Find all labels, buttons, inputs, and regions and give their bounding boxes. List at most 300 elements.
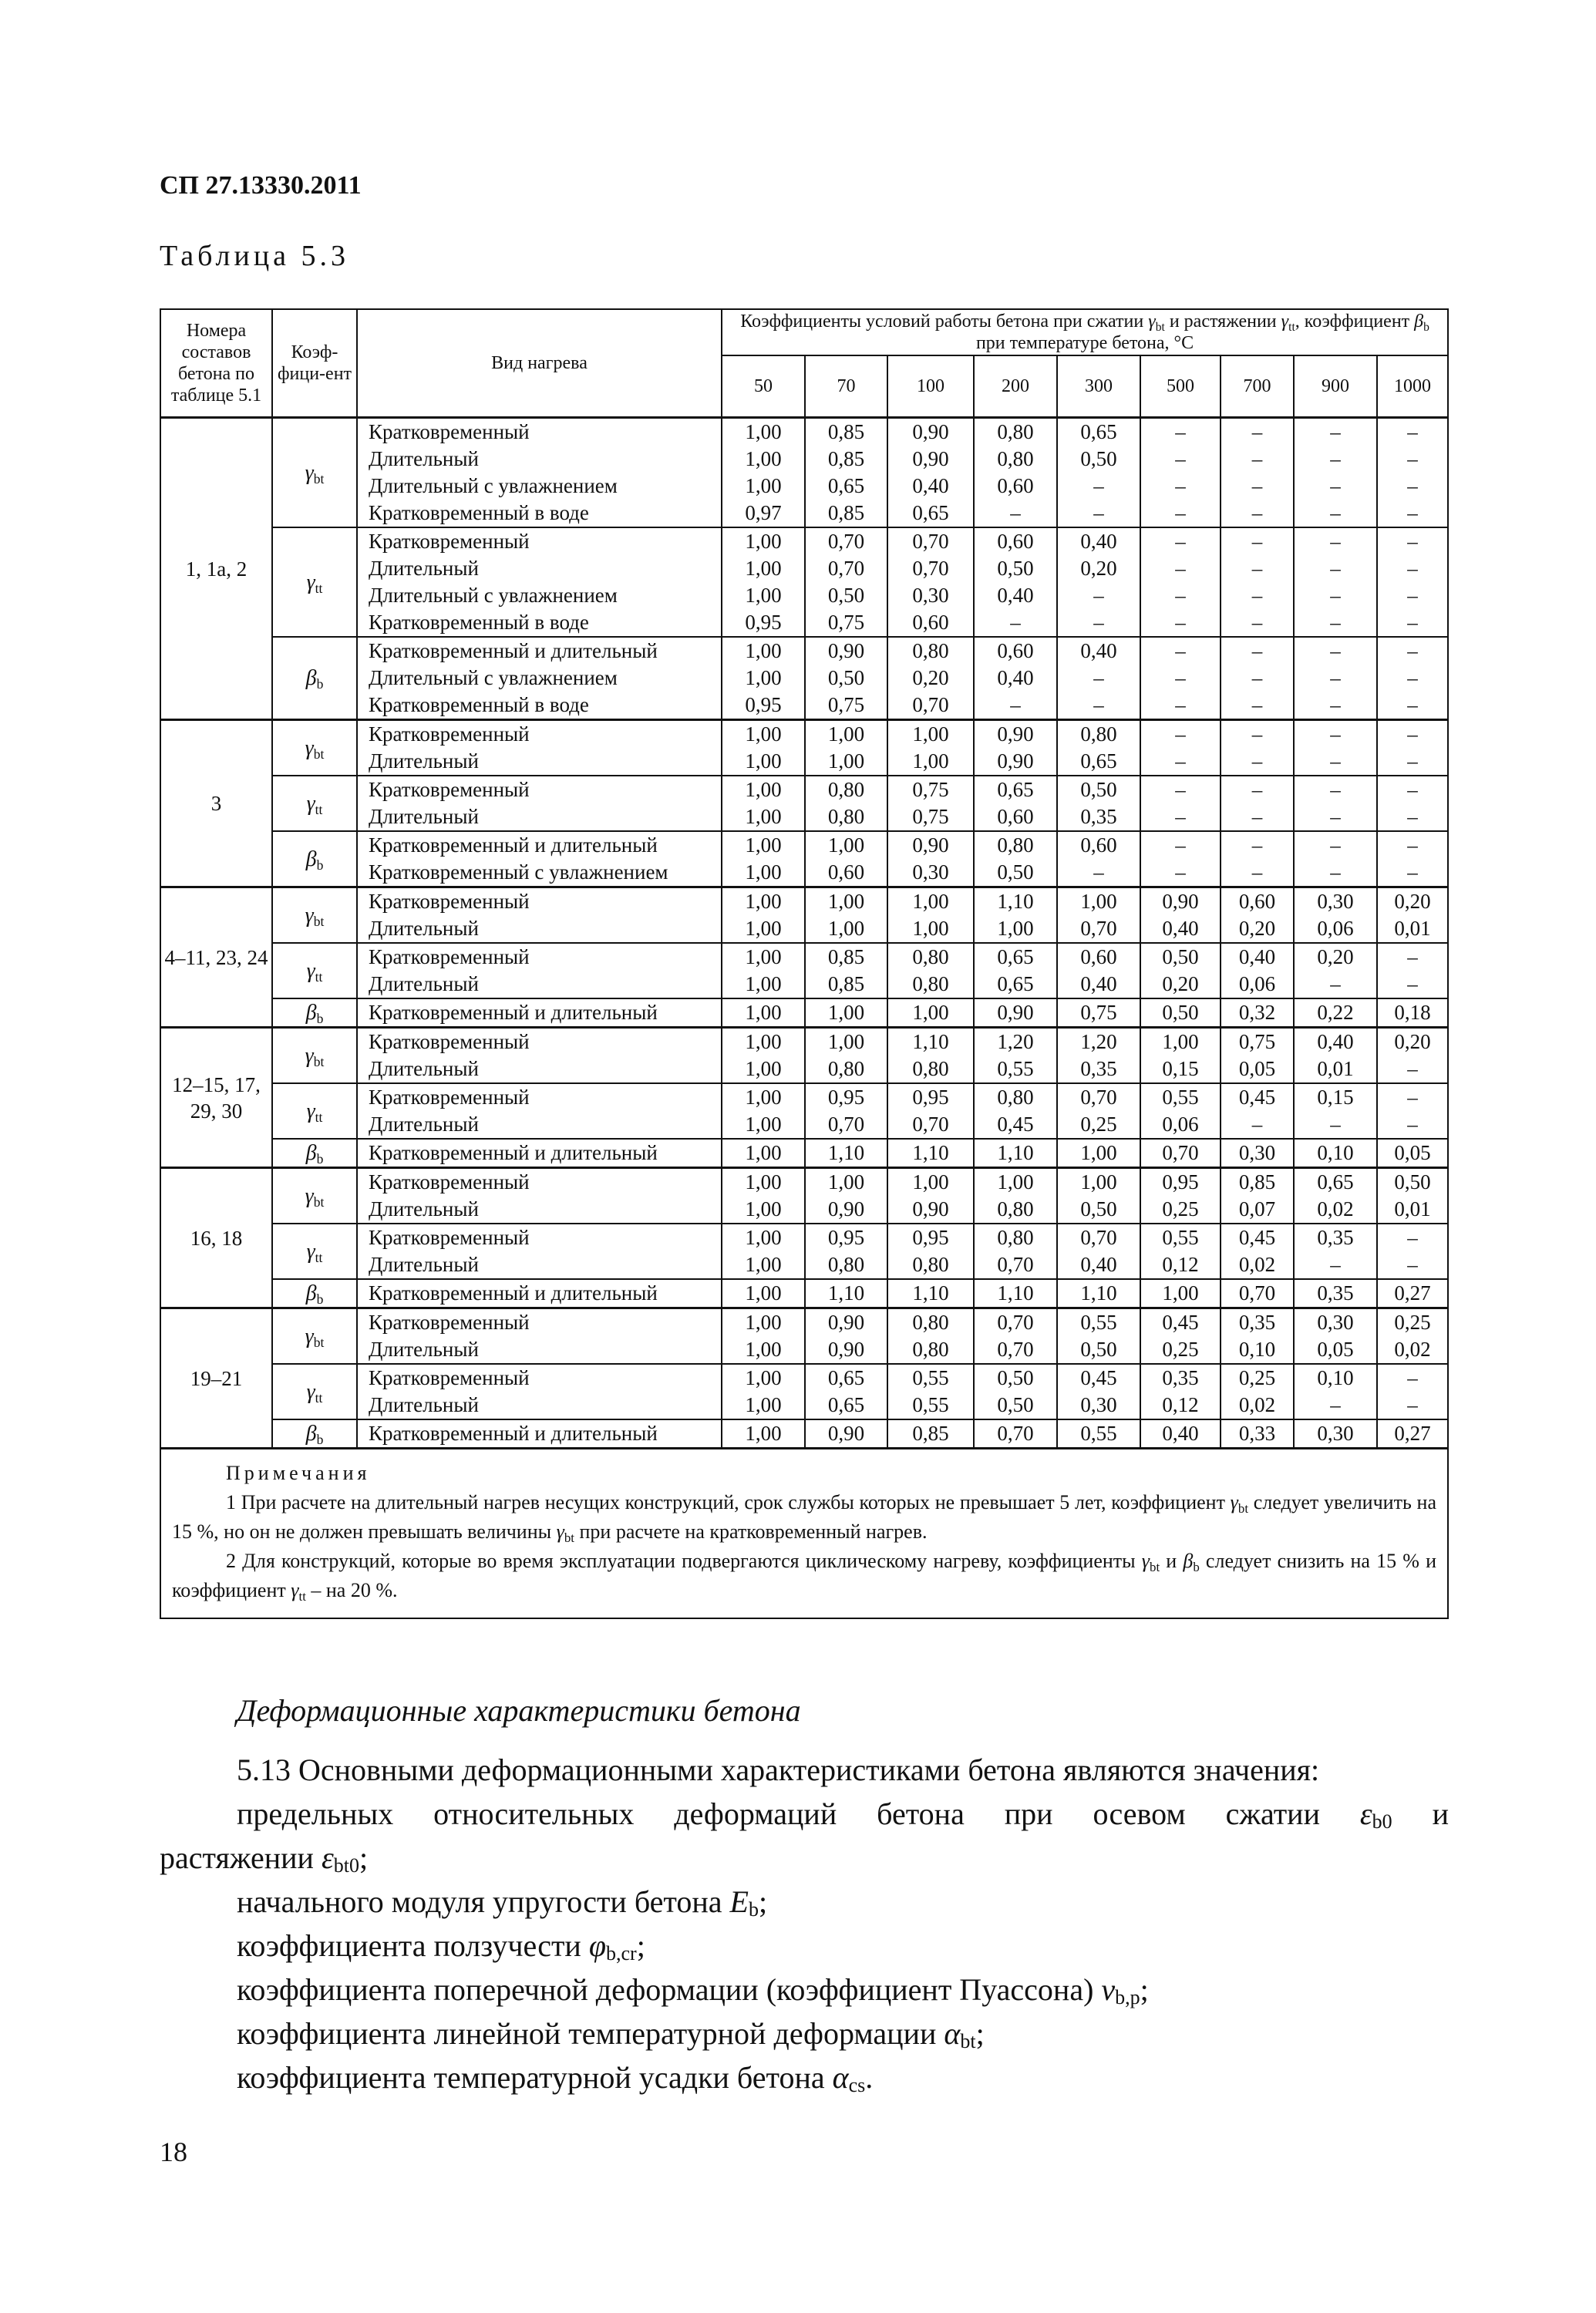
text: коэффициента поперечной деформации (коэффициент Пуассона) (237, 1972, 1102, 2007)
value-cell: 0,12 (1140, 1251, 1221, 1279)
heating-type: Длительный с увлажнением (357, 473, 722, 500)
symbol-letter: β (1414, 311, 1424, 332)
table-row (160, 1083, 1448, 1111)
table-row (160, 418, 1448, 446)
value-cell: 0,50 (974, 555, 1057, 582)
math-symbol (557, 1520, 574, 1543)
value-cell: – (1140, 555, 1221, 582)
text: коэффициента температурной усадки бетона (237, 2060, 833, 2095)
value-cell: 1,00 (887, 1168, 974, 1197)
header-values-title (722, 309, 1448, 355)
symbol-letter: β (305, 1141, 317, 1165)
value-cell: 0,70 (974, 1419, 1057, 1449)
heating-type: Кратковременный (357, 943, 722, 971)
value-cell: 0,55 (1057, 1419, 1140, 1449)
value-cell: – (1377, 446, 1448, 473)
math-symbol (291, 1579, 306, 1604)
value-cell: 0,55 (974, 1055, 1057, 1083)
heating-type: Кратковременный (357, 527, 722, 555)
text: ; (758, 1884, 768, 1919)
value-cell: 0,95 (722, 609, 805, 637)
value-cell: 1,10 (805, 1279, 887, 1308)
value-cell: – (1221, 500, 1294, 527)
value-cell: 0,70 (805, 527, 887, 555)
value-cell: 0,25 (1140, 1196, 1221, 1224)
coefficient-symbol (272, 831, 357, 887)
value-cell: 0,25 (1140, 1336, 1221, 1364)
value-cell: – (1377, 473, 1448, 500)
value-cell: 1,00 (805, 887, 887, 916)
value-cell: 0,70 (1057, 915, 1140, 943)
value-cell: 1,00 (722, 527, 805, 555)
symbol-subscript: b (316, 1432, 324, 1447)
value-cell: – (1294, 418, 1377, 446)
value-cell: 0,35 (1057, 1055, 1140, 1083)
heating-type: Длительный с увлажнением (357, 582, 722, 609)
value-cell: – (1294, 1111, 1377, 1139)
value-cell: 0,20 (1377, 887, 1448, 916)
value-cell: – (1377, 665, 1448, 692)
value-cell: – (1140, 446, 1221, 473)
value-cell: 0,10 (1294, 1364, 1377, 1392)
value-cell: 1,00 (722, 803, 805, 831)
value-cell: – (1221, 665, 1294, 692)
value-cell: 0,25 (1221, 1364, 1294, 1392)
value-cell: – (1221, 473, 1294, 500)
symbol-subscript: tt (1288, 321, 1295, 334)
value-cell: 1,00 (722, 1139, 805, 1168)
value-cell: 0,65 (974, 776, 1057, 803)
value-cell: 0,80 (887, 971, 974, 998)
symbol-letter: β (305, 1281, 317, 1305)
value-cell: 0,45 (1221, 1083, 1294, 1111)
text-segment (865, 2060, 873, 2095)
body-line (160, 1880, 1449, 1924)
value-cell: 0,15 (1140, 1055, 1221, 1083)
coefficient-symbol (272, 887, 357, 944)
value-cell: 0,20 (1140, 971, 1221, 998)
value-cell: 0,60 (1057, 831, 1140, 859)
section-heading: Деформационные характеристики бетона (237, 1693, 801, 1728)
value-cell: – (1377, 831, 1448, 859)
heating-type: Кратковременный в воде (357, 692, 722, 720)
value-cell: 0,40 (1140, 1419, 1221, 1449)
value-cell: 1,00 (722, 473, 805, 500)
value-cell: 0,90 (887, 1196, 974, 1224)
value-cell: 0,01 (1294, 1055, 1377, 1083)
value-cell: 0,05 (1294, 1336, 1377, 1364)
value-cell: – (1140, 692, 1221, 720)
value-cell: – (1057, 692, 1140, 720)
value-cell: 0,90 (974, 748, 1057, 776)
value-cell: 0,40 (974, 582, 1057, 609)
value-cell: – (1221, 692, 1294, 720)
text-segment (237, 2060, 833, 2095)
temperature-header: 1000 (1377, 355, 1448, 418)
value-cell: 0,20 (1377, 1028, 1448, 1056)
value-cell: 0,60 (974, 527, 1057, 555)
heating-type: Длительный (357, 555, 722, 582)
text-segment (1165, 311, 1281, 332)
symbol-letter: γ (305, 903, 314, 928)
value-cell: 1,00 (722, 1336, 805, 1364)
body-line (160, 1748, 1449, 1792)
value-cell: 0,70 (887, 555, 974, 582)
value-cell: 0,02 (1377, 1336, 1448, 1364)
heating-type: Длительный (357, 748, 722, 776)
heating-type: Кратковременный (357, 418, 722, 446)
math-symbol (589, 1928, 637, 1963)
symbol-subscript: tt (298, 1589, 306, 1604)
heating-type: Кратковременный и длительный (357, 1279, 722, 1308)
note-item (172, 1547, 1436, 1605)
symbol-subscript: bt (313, 1053, 325, 1069)
value-cell: – (1294, 692, 1377, 720)
value-cell: 0,80 (887, 1308, 974, 1337)
heating-type: Длительный (357, 1196, 722, 1224)
value-cell: 1,00 (722, 776, 805, 803)
value-cell: 0,90 (974, 720, 1057, 749)
value-cell: 0,75 (805, 692, 887, 720)
value-cell: 0,80 (974, 831, 1057, 859)
text-segment (306, 1579, 398, 1601)
coefficient-symbol (272, 720, 357, 776)
text: коэффициента ползучести (237, 1928, 589, 1963)
value-cell: 0,80 (887, 1055, 974, 1083)
body-line (160, 1792, 1449, 1836)
value-cell: 0,30 (1294, 887, 1377, 916)
symbol-letter: φ (588, 1928, 606, 1963)
text: ; (636, 1928, 645, 1963)
temperature-header: 900 (1294, 355, 1377, 418)
value-cell: – (1140, 776, 1221, 803)
value-cell: 0,30 (1057, 1392, 1140, 1419)
symbol-letter: α (832, 2060, 849, 2095)
value-cell: – (1294, 776, 1377, 803)
text: коэффициента линейной температурной деформации (237, 2016, 944, 2051)
value-cell: 1,10 (887, 1139, 974, 1168)
value-cell: 0,90 (974, 998, 1057, 1028)
value-cell: 1,10 (805, 1139, 887, 1168)
symbol-subscript: b (748, 1898, 759, 1921)
value-cell: 0,35 (1221, 1308, 1294, 1337)
value-cell: 0,50 (805, 665, 887, 692)
value-cell: 0,25 (1377, 1308, 1448, 1337)
value-cell: – (1294, 1251, 1377, 1279)
value-cell: 1,00 (722, 446, 805, 473)
math-symbol (1148, 311, 1165, 332)
value-cell: 0,70 (805, 1111, 887, 1139)
value-cell: 1,00 (805, 998, 887, 1028)
symbol-letter: ν (1101, 1972, 1116, 2007)
value-cell: – (1377, 418, 1448, 446)
value-cell: – (1221, 637, 1294, 665)
group-label: 3 (160, 720, 272, 887)
value-cell: – (1294, 665, 1377, 692)
value-cell: 1,10 (1057, 1279, 1140, 1308)
table-row (160, 776, 1448, 803)
heating-type: Длительный (357, 915, 722, 943)
value-cell: 0,10 (1294, 1139, 1377, 1168)
value-cell: – (1221, 555, 1294, 582)
symbol-subscript: bt (313, 746, 325, 762)
text-segment (359, 1840, 368, 1875)
heating-type: Кратковременный и длительный (357, 637, 722, 665)
value-cell: – (1377, 859, 1448, 887)
temperature-header: 50 (722, 355, 805, 418)
text-segment (1295, 311, 1414, 332)
value-cell: 1,00 (722, 555, 805, 582)
heating-type: Кратковременный и длительный (357, 1139, 722, 1168)
value-cell: – (1140, 803, 1221, 831)
math-symbol (1230, 1491, 1249, 1516)
symbol-letter: γ (1281, 311, 1289, 332)
value-cell: – (974, 692, 1057, 720)
value-cell: – (1221, 748, 1294, 776)
heating-type: Длительный (357, 1251, 722, 1279)
math-symbol (730, 1884, 759, 1919)
symbol-subscript: bt (313, 1334, 325, 1350)
coefficient-symbol (272, 1308, 357, 1365)
math-symbol (1183, 1550, 1199, 1572)
value-cell: 0,35 (1294, 1224, 1377, 1251)
table-row (160, 831, 1448, 859)
temperature-header: 700 (1221, 355, 1294, 418)
text: ; (1140, 1972, 1149, 2007)
value-cell: 1,00 (722, 915, 805, 943)
text-segment (237, 1928, 589, 1963)
body-line (160, 1924, 1449, 1968)
coefficient-symbol (272, 1279, 357, 1308)
value-cell: 0,80 (805, 776, 887, 803)
value-cell: 0,40 (1057, 637, 1140, 665)
value-cell: – (1377, 1251, 1448, 1279)
value-cell: – (1140, 527, 1221, 555)
value-cell: 1,00 (805, 720, 887, 749)
value-cell: 0,70 (887, 1111, 974, 1139)
value-cell: 0,85 (887, 1419, 974, 1449)
value-cell: 1,00 (974, 1168, 1057, 1197)
value-cell: 1,10 (974, 887, 1057, 916)
value-cell: – (1294, 803, 1377, 831)
value-cell: 0,70 (887, 527, 974, 555)
value-cell: – (1140, 831, 1221, 859)
table-row (160, 527, 1448, 555)
page-number: 18 (160, 2136, 187, 2167)
value-cell: – (1294, 1392, 1377, 1419)
value-cell: 0,90 (887, 418, 974, 446)
value-cell: 0,85 (1221, 1168, 1294, 1197)
value-cell: 0,95 (887, 1224, 974, 1251)
value-cell: 0,65 (805, 1392, 887, 1419)
body-line (160, 2012, 1449, 2055)
value-cell: – (1140, 665, 1221, 692)
symbol-subscript: tt (315, 1109, 323, 1125)
value-cell: – (1140, 748, 1221, 776)
text: начального модуля упругости бетона (237, 1884, 730, 1919)
heating-type: Длительный (357, 1111, 722, 1139)
value-cell: 1,10 (887, 1028, 974, 1056)
value-cell: 0,06 (1294, 915, 1377, 943)
math-symbol (1142, 1550, 1160, 1572)
value-cell: 0,90 (887, 831, 974, 859)
value-cell: 1,00 (722, 1224, 805, 1251)
value-cell: 0,45 (1057, 1364, 1140, 1392)
symbol-subscript: tt (315, 968, 323, 985)
value-cell: 0,02 (1221, 1251, 1294, 1279)
value-cell: 1,00 (805, 915, 887, 943)
symbol-letter: β (1183, 1550, 1194, 1572)
value-cell: 0,60 (974, 637, 1057, 665)
coefficient-symbol (272, 1168, 357, 1224)
coefficient-symbol (272, 943, 357, 998)
value-cell: – (1140, 473, 1221, 500)
value-cell: 0,80 (805, 803, 887, 831)
value-cell: 0,50 (1377, 1168, 1448, 1197)
value-cell: 0,25 (1057, 1111, 1140, 1139)
value-cell: 0,95 (805, 1083, 887, 1111)
value-cell: 0,90 (805, 1308, 887, 1337)
value-cell: 0,40 (1140, 915, 1221, 943)
symbol-subscript: bt (960, 2030, 976, 2052)
value-cell: – (1221, 720, 1294, 749)
text-segment (237, 1884, 730, 1919)
value-cell: 1,00 (1057, 1139, 1140, 1168)
value-cell: – (1377, 943, 1448, 971)
text-segment (574, 1520, 928, 1543)
value-cell: – (1377, 748, 1448, 776)
symbol-letter: γ (1148, 311, 1156, 332)
symbol-subscript: tt (315, 1249, 323, 1265)
symbol-subscript: bt (313, 1194, 325, 1210)
value-cell: 0,60 (974, 473, 1057, 500)
text-segment (1392, 1796, 1449, 1831)
value-cell: 0,40 (1057, 1251, 1140, 1279)
table-row (160, 1028, 1448, 1056)
header-group-col: Номера составов бетона по таблице 5.1 (160, 309, 272, 418)
coefficient-symbol (272, 1083, 357, 1139)
value-cell: 0,05 (1221, 1055, 1294, 1083)
value-cell: 0,70 (1221, 1279, 1294, 1308)
value-cell: 0,85 (805, 418, 887, 446)
table-row (160, 637, 1448, 665)
value-cell: 1,00 (805, 1168, 887, 1197)
value-cell: 0,90 (805, 1419, 887, 1449)
value-cell: 1,00 (722, 1111, 805, 1139)
value-cell: – (1377, 1111, 1448, 1139)
value-cell: – (1294, 500, 1377, 527)
value-cell: 0,27 (1377, 1279, 1448, 1308)
value-cell: – (1221, 831, 1294, 859)
body-line (160, 1968, 1449, 2012)
value-cell: 0,65 (805, 473, 887, 500)
value-cell: 0,70 (1057, 1083, 1140, 1111)
value-cell: 0,20 (887, 665, 974, 692)
value-cell: 0,70 (805, 555, 887, 582)
value-cell: 0,90 (805, 1336, 887, 1364)
value-cell: 0,85 (805, 971, 887, 998)
heating-type: Кратковременный и длительный (357, 831, 722, 859)
symbol-letter: ε (321, 1840, 334, 1875)
temperature-header: 200 (974, 355, 1057, 418)
value-cell: 0,30 (1221, 1139, 1294, 1168)
notes-title: Примечания (226, 1462, 371, 1484)
value-cell: – (1140, 720, 1221, 749)
text-segment (1140, 1972, 1149, 2007)
coefficient-symbol (272, 527, 357, 637)
value-cell: 1,00 (722, 943, 805, 971)
symbol-subscript: b,cr (605, 1942, 637, 1965)
value-cell: – (1140, 582, 1221, 609)
text: следует снизить на 15 % и коэффициент (172, 1550, 1436, 1601)
value-cell: 1,00 (887, 998, 974, 1028)
symbol-subscript: tt (315, 1389, 323, 1406)
value-cell: – (1057, 665, 1140, 692)
value-cell: – (1377, 1364, 1448, 1392)
symbol-letter: β (305, 1422, 317, 1446)
value-cell: 0,95 (887, 1083, 974, 1111)
value-cell: 1,00 (722, 1196, 805, 1224)
symbol-subscript: b (316, 1011, 324, 1026)
value-cell: 1,10 (974, 1279, 1057, 1308)
table-row (160, 1364, 1448, 1392)
value-cell: – (1140, 637, 1221, 665)
value-cell: – (1294, 609, 1377, 637)
value-cell: 0,18 (1377, 998, 1448, 1028)
text: , коэффициент (1295, 311, 1415, 332)
symbol-subscript: tt (315, 580, 323, 596)
heating-type: Кратковременный (357, 1028, 722, 1056)
value-cell: – (1377, 776, 1448, 803)
value-cell: – (1221, 1111, 1294, 1139)
body-line (160, 1836, 1449, 1880)
value-cell: 1,10 (887, 1279, 974, 1308)
value-cell: – (1377, 803, 1448, 831)
document-code: СП 27.13330.2011 (160, 171, 362, 200)
text: 5.13 Основными деформационными характеристиками бетона являются значения: (237, 1752, 1320, 1787)
value-cell: 1,00 (722, 971, 805, 998)
value-cell: 0,65 (1057, 748, 1140, 776)
value-cell: 0,80 (974, 1083, 1057, 1111)
value-cell: – (1221, 527, 1294, 555)
value-cell: – (1377, 582, 1448, 609)
value-cell: 1,00 (722, 1083, 805, 1111)
text: следует увеличить на 15 %, но он не должен превышать величины (172, 1491, 1436, 1543)
heating-type: Кратковременный (357, 720, 722, 749)
value-cell: 0,32 (1221, 998, 1294, 1028)
value-cell: 0,55 (1140, 1083, 1221, 1111)
value-cell: 0,50 (1057, 776, 1140, 803)
value-cell: – (1294, 527, 1377, 555)
heating-type: Длительный (357, 446, 722, 473)
value-cell: 0,70 (974, 1308, 1057, 1337)
value-cell: 0,40 (1294, 1028, 1377, 1056)
symbol-subscript: b (1193, 1560, 1200, 1574)
text-segment (1160, 1550, 1183, 1572)
value-cell: 0,65 (887, 500, 974, 527)
value-cell: – (1294, 637, 1377, 665)
heating-type: Кратковременный (357, 1083, 722, 1111)
text: растяжении (160, 1840, 322, 1875)
symbol-subscript: tt (315, 801, 323, 817)
temperature-header: 300 (1057, 355, 1140, 418)
value-cell: 1,00 (722, 637, 805, 665)
value-cell: 0,60 (1057, 943, 1140, 971)
text-segment (237, 1796, 1360, 1831)
value-cell: 1,00 (722, 1308, 805, 1337)
symbol-letter: γ (306, 570, 315, 594)
value-cell: 0,20 (1294, 943, 1377, 971)
